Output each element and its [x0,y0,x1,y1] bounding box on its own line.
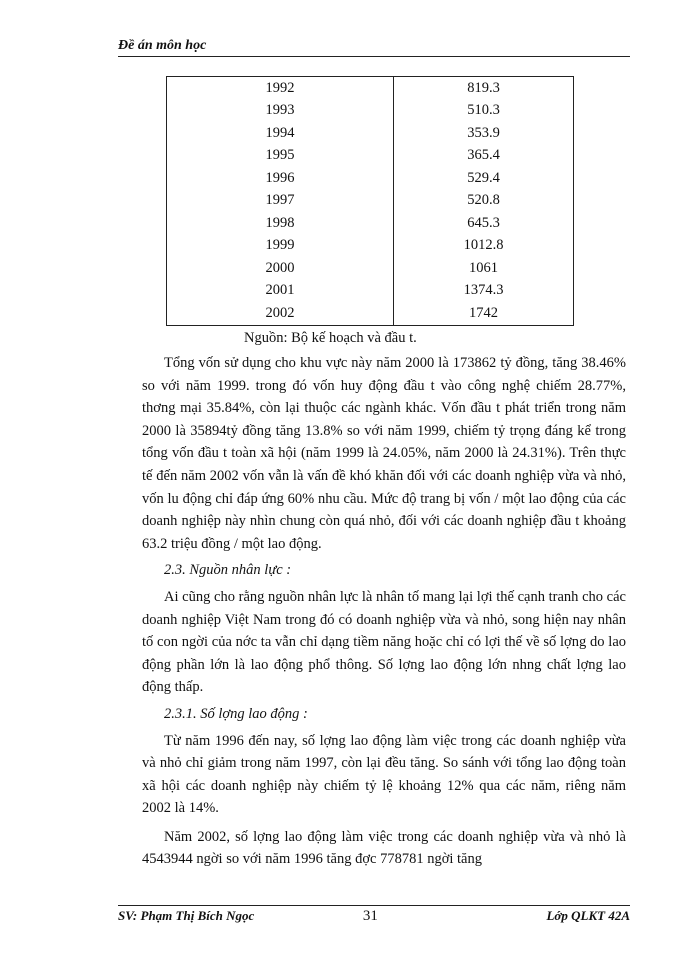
value-cell: 1012.8 [394,235,574,258]
value-cell: 529.4 [394,167,574,190]
paragraph-capital: Tổng vốn sử dụng cho khu vực này năm 2000 là 173862 tỷ đồng, tăng 38.46% so với năm 1999. trong đó vốn huy động đầu t vào công nghệ chiếm 28.77%, thơng mại 35.84%, còn lại thuộc các ngành khác. Vốn đầu t phát triển trong năm 2000 là 35894tỷ đồng tăng 13.8% so với năm 1999, chiếm tỷ trọng đáng kể trong tổng vốn đầu t toàn xã hội (năm 1999 là 24.05%, năm 2000 là 24.31%). Trên thực tế đến năm 2002 vốn vẫn là vấn đề khó khăn đối với các doanh nghiệp vừa và nhỏ, vốn lu động chỉ đáp ứng 60% nhu cầu. Mức độ trang bị vốn / một lao động của các doanh nghiệp này nhìn chung còn quá nhỏ, đối với các doanh nghiệp đầu t khoảng 63.2 triệu đồng / một lao động. [142,355,626,552]
year-cell: 2001 [167,280,394,303]
table-row [167,122,574,145]
table-row [167,212,574,235]
value-cell: 1061 [394,257,574,280]
section-heading-labor-count: 2.3.1. Số lợng lao động : [164,705,308,722]
header-title: Đề án môn học [118,38,207,53]
paragraph-labor-trend: Từ năm 1996 đến nay, số lợng lao động làm việc trong các doanh nghiệp vừa và nhỏ chỉ giảm trong năm 1997, còn lại đều tăng. So sánh với tổng lao động toàn xã hội các doanh nghiệp này chiếm tỷ lệ khoảng 12% qua các năm, riêng năm 2002 là 14%. [142,732,626,817]
table-row [167,100,574,123]
table-row [167,257,574,280]
table-row [167,167,574,190]
value-cell: 353.9 [394,122,574,145]
year-cell: 1995 [167,145,394,168]
page-header [118,38,630,57]
value-cell: 1374.3 [394,280,574,303]
table-source: Nguồn: Bộ kế hoạch và đầu t. [244,330,417,346]
paragraph-labor-2002: Năm 2002, số lợng lao động làm việc trong các doanh nghiệp vừa và nhỏ là 4543944 ngời so với năm 1996 tăng đợc 778781 ngời tăng [142,828,626,868]
table-row [167,145,574,168]
footer-author: SV: Phạm Thị Bích Ngọc [118,908,255,923]
value-cell: 520.8 [394,190,574,213]
footer-class: Lớp QLKT 42A [546,908,630,923]
value-cell: 365.4 [394,145,574,168]
value-cell: 510.3 [394,100,574,123]
paragraph-human-resources: Ai cũng cho rằng nguồn nhân lực là nhân tố mang lại lợi thế cạnh tranh cho các doanh nghiệp Việt Nam trong đó có doanh nghiệp vừa và nhỏ, song hiện nay nhân tố con ngời của nớc ta vẫn chỉ dạng tiềm năng hoặc chỉ có lợi thế về số lợng do lao động phần lớn là lao động phổ thông. Số lợng lao động lớn nhng chất lợng lao động thấp. [142,588,626,696]
year-cell: 1994 [167,122,394,145]
table-row [167,302,574,325]
year-cell: 1993 [167,100,394,123]
section-heading-human-resources: 2.3. Nguồn nhân lực : [164,562,292,579]
data-table [166,76,574,326]
page-number: 31 [362,908,378,924]
year-cell: 1996 [167,167,394,190]
body-text [142,352,626,871]
value-cell: 1742 [394,302,574,325]
year-cell: 1992 [167,77,394,100]
year-cell: 1999 [167,235,394,258]
table-row [167,77,574,100]
year-cell: 2000 [167,257,394,280]
year-cell: 2002 [167,302,394,325]
page-footer [118,905,630,925]
value-cell: 645.3 [394,212,574,235]
table-row [167,235,574,258]
table-body [167,77,574,326]
year-cell: 1997 [167,190,394,213]
table-row [167,280,574,303]
table-row [167,190,574,213]
year-cell: 1998 [167,212,394,235]
value-cell: 819.3 [394,77,574,100]
